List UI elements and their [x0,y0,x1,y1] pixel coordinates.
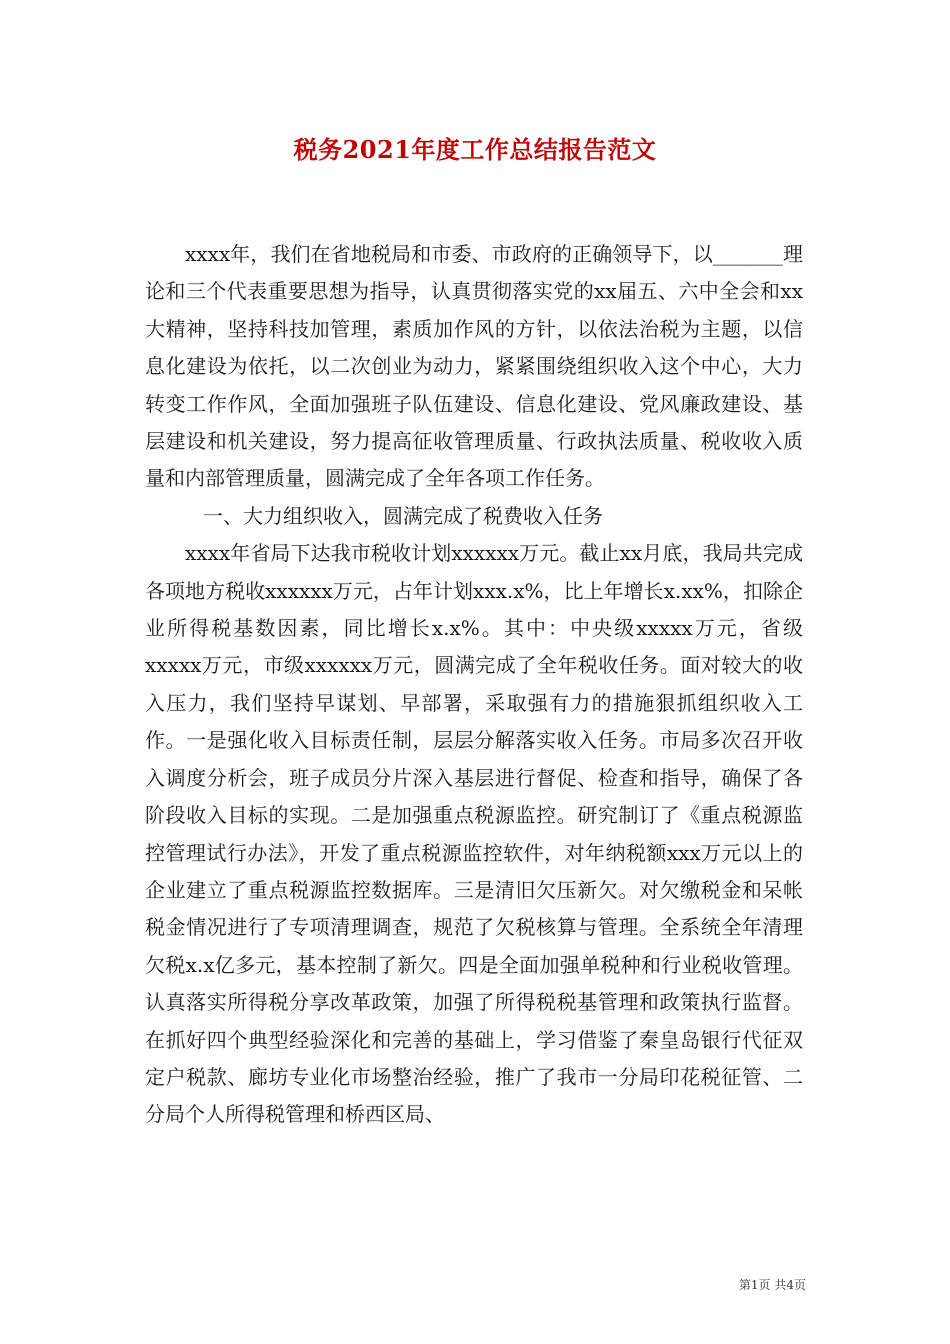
document-title: 税务2021年度工作总结报告范文 [293,135,657,164]
intro-paragraph: xxxx年，我们在省地税局和市委、市政府的正确领导下，以_______理论和三个代表重要思想为指导，认真贯彻落实党的xx届五、六中全会和xx大精神，坚持科技加管理，素质加作风的方针，以依法治税为主题，以信息化建设为依托，以二次创业为动力，紧紧围绕组织收入这个中心，大力转变工作作风，全面加强班子队伍建设、信息化建设、党风廉政建设、基层建设和机关建设，努力提高征收管理质量、行政执法质量、税收收入质量和内部管理质量，圆满完成了全年各项工作任务。 [145,242,803,491]
section-heading: 一、大力组织收入，圆满完成了税费收入任务 [203,503,603,528]
document-body [145,236,803,1134]
page-number-footer: 第1页 共4页 [738,1278,806,1292]
section-paragraph: xxxx年省局下达我市税收计划xxxxxx万元。截止xx月底，我局共完成各项地方税收xxxxxx万元，占年计划xxx.x%，比上年增长x.xx%，扣除企业所得税基数因素，同比增长x.x%。其中：中央级xxxxx万元，省级xxxxx万元，市级xxxxxx万元，圆满完成了全年税收任务。面对较大的收入压力，我们坚持早谋划、早部署，采取强有力的措施狠抓组织收入工作。一是强化收入目标责任制，层层分解落实收入任务。市局多次召开收入调度分析会，班子成员分片深入基层进行督促、检查和指导，确保了各阶段收入目标的实现。二是加强重点税源监控。研究制订了《重点税源监控管理试行办法》，开发了重点税源监控软件，对年纳税额xxx万元以上的企业建立了重点税源监控数据库。三是清旧欠压新欠。对欠缴税金和呆帐税金情况进行了专项清理调查，规范了欠税核算与管理。全系统全年清理欠税x.x亿多元，基本控制了新欠。四是全面加强单税种和行业税收管理。认真落实所得税分享改革政策，加强了所得税税基管理和政策执行监督。在抓好四个典型经验深化和完善的基础上，学习借鉴了秦皇岛银行代征双定户税款、廊坊专业化市场整治经验，推广了我市一分局印花税征管、二分局个人所得税管理和桥西区局、 [145,541,803,1127]
